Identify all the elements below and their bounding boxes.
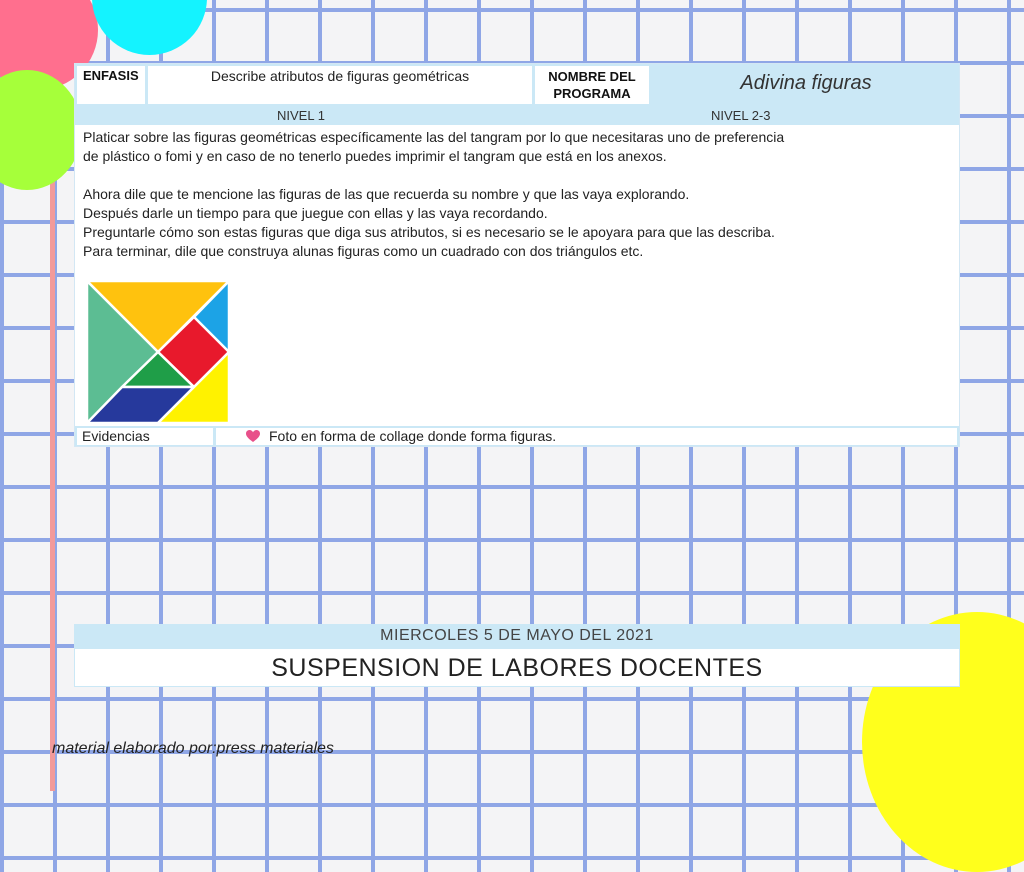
evidence-text: Foto en forma de collage donde forma figuras. bbox=[269, 428, 557, 444]
heart-icon bbox=[246, 430, 260, 443]
evidence-row bbox=[75, 426, 959, 446]
description-line: Platicar sobre las figuras geométricas específicamente las del tangram por lo que necesitaras uno de preferencia bbox=[83, 129, 785, 145]
decorative-cyan-circle bbox=[92, 0, 207, 55]
date-banner: MIERCOLES 5 DE MAYO DEL 2021 bbox=[74, 624, 960, 648]
evidence-content bbox=[216, 428, 957, 445]
header-row bbox=[75, 64, 959, 106]
description-line: Ahora dile que te mencione las figuras de las que recuerda su nombre y que las vaya explorando. bbox=[83, 186, 690, 202]
description-line: Preguntarle cómo son estas figuras que diga sus atributos, si es necesario se le apoyara para que las describa. bbox=[83, 224, 775, 240]
programa-value: Adivina figuras bbox=[740, 72, 872, 94]
description-line: Para terminar, dile que construya alunas figuras como un cuadrado con dos triángulos etc. bbox=[83, 243, 644, 259]
suspension-banner: SUSPENSION DE LABORES DOCENTES bbox=[74, 648, 960, 687]
programa-label bbox=[535, 66, 649, 104]
programa-label-line1: NOMBRE DEL bbox=[548, 69, 636, 84]
evidence-label: Evidencias bbox=[77, 428, 213, 445]
description-line: Después darle un tiempo para que juegue con ellas y las vaya recordando. bbox=[83, 205, 548, 221]
enfasis-value: Describe atributos de figuras geométricas bbox=[148, 66, 532, 104]
levels-row bbox=[75, 106, 959, 125]
description-line: de plástico o fomi y en caso de no tenerlo puedes imprimir el tangram que está en los anexos. bbox=[83, 148, 667, 164]
activity-description bbox=[83, 128, 953, 261]
enfasis-label: ENFASIS bbox=[77, 66, 145, 104]
decorative-green-circle bbox=[0, 70, 82, 190]
activity-card bbox=[74, 63, 960, 447]
author-credit: material elaborado por:press materiales bbox=[52, 740, 334, 757]
level-1-label: NIVEL 1 bbox=[277, 108, 325, 123]
level-2-3-label: NIVEL 2-3 bbox=[711, 108, 771, 123]
tangram-image bbox=[85, 279, 231, 425]
programa-label-line2: PROGRAMA bbox=[553, 86, 631, 101]
